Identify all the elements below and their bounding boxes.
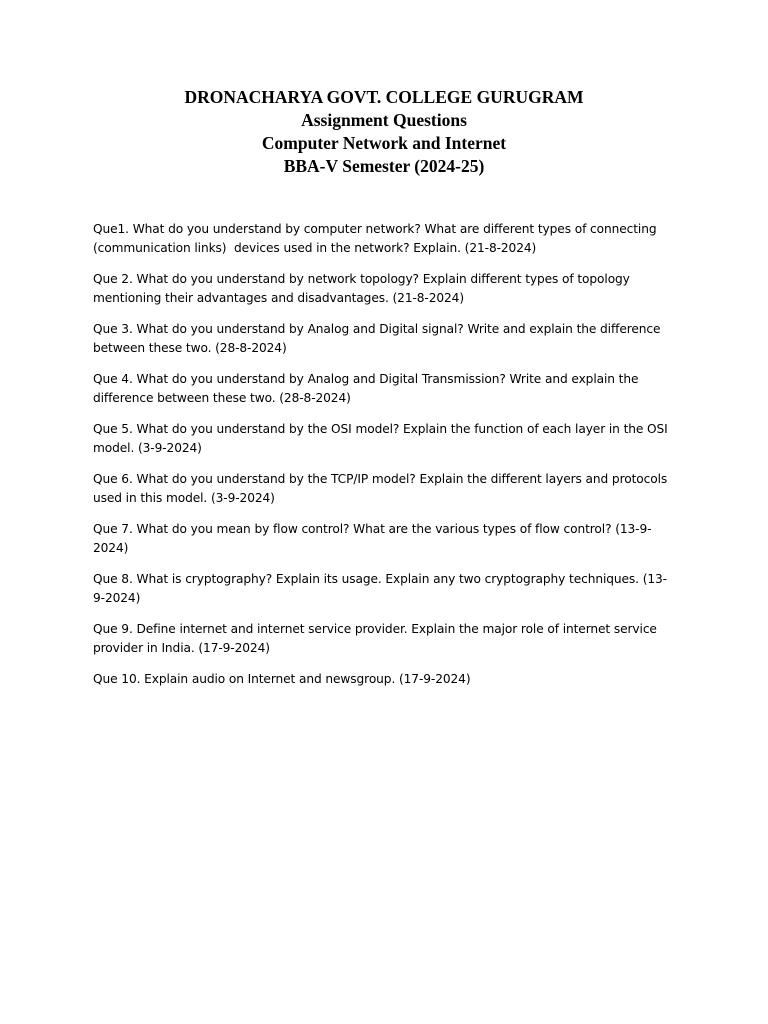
question-4: Que 4. What do you understand by Analog and Digital Transmission? Write and explain the difference between these two. (28-8-2024) [93, 372, 643, 405]
college-name: DRONACHARYA GOVT. COLLEGE GURUGRAM [184, 87, 584, 107]
semester-title: BBA-V Semester (2024-25) [283, 156, 485, 176]
question-6: Que 6. What do you understand by the TCP/IP model? Explain the different layers and protocols used in this model. (3-9-2024) [93, 472, 671, 505]
question-9: Que 9. Define internet and internet service provider. Explain the major role of internet service provider in India. (17-9-2024) [93, 622, 661, 655]
question-7: Que 7. What do you mean by flow control? What are the various types of flow control? (13-9-2024) [93, 522, 652, 555]
question-8: Que 8. What is cryptography? Explain its usage. Explain any two cryptography techniques. (13-9-2024) [93, 572, 667, 605]
document-type: Assignment Questions [301, 110, 467, 130]
document-header [0, 86, 768, 178]
question-5: Que 5. What do you understand by the OSI model? Explain the function of each layer in the OSI model. (3-9-2024) [93, 422, 672, 455]
question-10: Que 10. Explain audio on Internet and newsgroup. (17-9-2024) [93, 672, 471, 686]
question-2: Que 2. What do you understand by network topology? Explain different types of topology mentioning their advantages and disadvantages. (21-8-2024) [93, 272, 634, 305]
subject-title: Computer Network and Internet [261, 133, 507, 153]
question-1: Que1. What do you understand by computer network? What are different types of connecting (communication links) devices used in the network? Explain. (21-8-2024) [93, 222, 661, 255]
question-3: Que 3. What do you understand by Analog and Digital signal? Write and explain the difference between these two. (28-8-2024) [93, 322, 665, 355]
question-list [93, 220, 673, 701]
